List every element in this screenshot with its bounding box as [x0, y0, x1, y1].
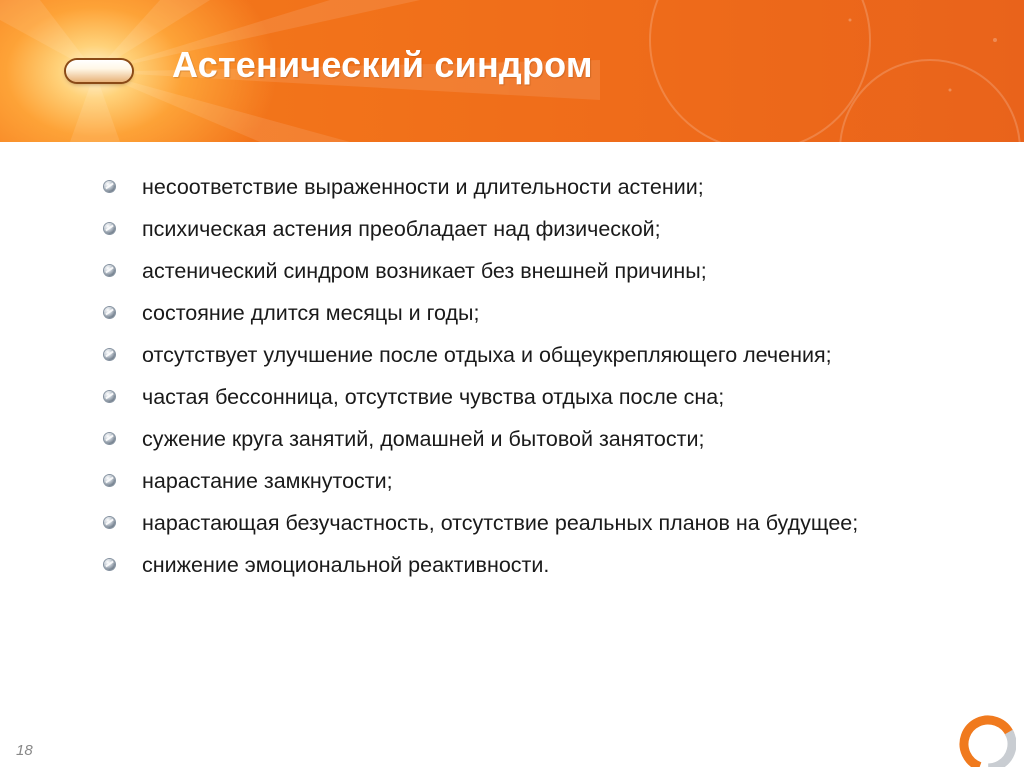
list-item: [104, 424, 984, 454]
page-number: 18: [16, 742, 33, 759]
list-item-text: несоответствие выраженности и длительности астении;: [142, 175, 704, 199]
bullet-list: [104, 172, 984, 592]
list-item: [104, 508, 984, 538]
list-item-text: частая бессонница, отсутствие чувства отдыха после сна;: [142, 385, 725, 409]
list-item: [104, 466, 984, 496]
orange-ring-logo-icon: [952, 708, 1016, 767]
list-item: [104, 214, 984, 244]
list-item-text: состояние длится месяцы и годы;: [142, 301, 480, 325]
list-item-text: астенический синдром возникает без внешней причины;: [142, 259, 707, 283]
list-item-text: отсутствует улучшение после отдыха и общеукрепляющего лечения;: [142, 343, 832, 367]
round-bullet-icon: [104, 433, 115, 444]
round-bullet-icon: [104, 517, 115, 528]
capsule-pill-icon: [66, 60, 132, 82]
list-item-text: снижение эмоциональной реактивности.: [142, 553, 550, 577]
slide-title: Астенический синдром: [172, 44, 593, 85]
list-item: [104, 382, 984, 412]
list-item: [104, 256, 984, 286]
round-bullet-icon: [104, 265, 115, 276]
list-item: [104, 298, 984, 328]
list-item-text: сужение круга занятий, домашней и бытовой занятости;: [142, 427, 705, 451]
list-item: [104, 340, 984, 370]
list-item: [104, 550, 984, 580]
round-bullet-icon: [104, 559, 115, 570]
slide-header: [0, 0, 1024, 142]
list-item-text: психическая астения преобладает над физической;: [142, 217, 661, 241]
round-bullet-icon: [104, 475, 115, 486]
round-bullet-icon: [104, 181, 115, 192]
list-item: [104, 172, 984, 202]
list-item-text: нарастание замкнутости;: [142, 469, 393, 493]
round-bullet-icon: [104, 391, 115, 402]
round-bullet-icon: [104, 223, 115, 234]
round-bullet-icon: [104, 349, 115, 360]
list-item-text: нарастающая безучастность, отсутствие реальных планов на будущее;: [142, 511, 859, 535]
round-bullet-icon: [104, 307, 115, 318]
slide-content: [0, 142, 1024, 767]
